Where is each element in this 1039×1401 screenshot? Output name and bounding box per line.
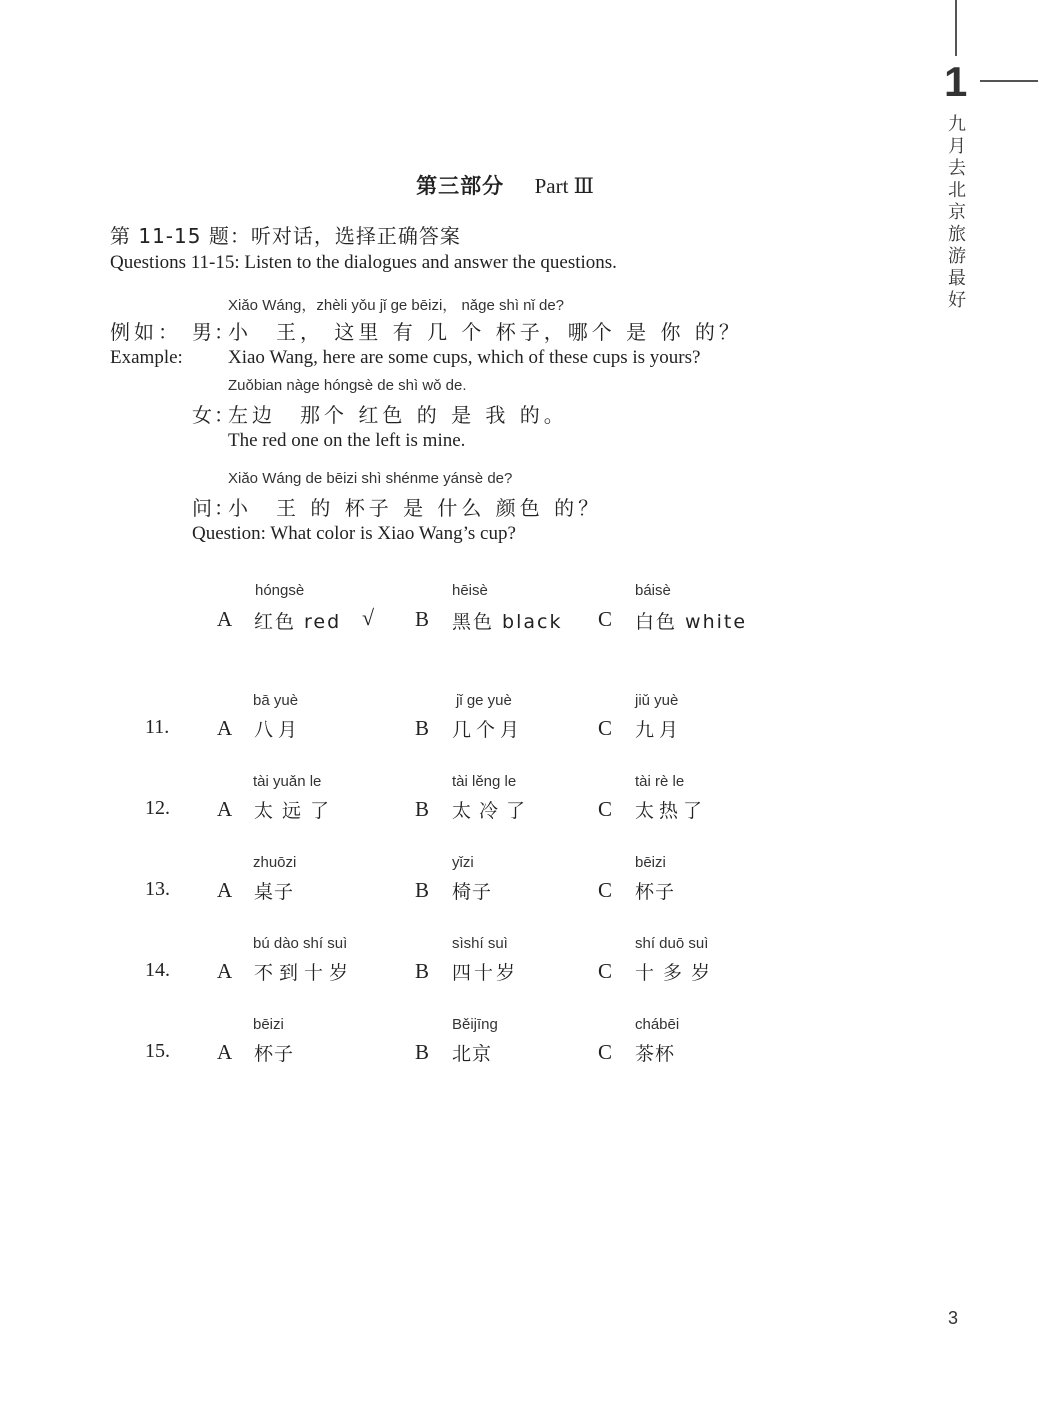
option-c-letter: C: [598, 1040, 613, 1064]
example-option-a-letter: A: [217, 607, 233, 631]
option-b-letter: B: [415, 878, 430, 902]
option-b-letter: B: [415, 1040, 430, 1064]
section-title-zh: 第三部分: [416, 174, 505, 198]
option-c-text: 太热了: [635, 800, 708, 822]
instructions-en: Questions 11-15: Listen to the dialogues and answer the questions.: [110, 252, 617, 273]
option-b-pinyin: yǐzi: [452, 854, 474, 871]
option-a-text: 杯子: [254, 1043, 295, 1065]
option-a-pinyin: tài yuǎn le: [253, 773, 322, 790]
option-a-letter: A: [217, 1040, 233, 1064]
example-label-zh: 例如：: [110, 320, 182, 344]
option-a-pinyin: bēizi: [253, 1016, 284, 1033]
example-option-c-text: 白色 white: [635, 611, 748, 633]
check-mark-icon: √: [362, 605, 375, 630]
option-a-letter: A: [217, 959, 233, 983]
option-c-letter: C: [598, 878, 613, 902]
chapter-title: 九月去北京旅游最好: [948, 114, 966, 311]
option-b-pinyin: jǐ ge yuè: [456, 692, 512, 709]
option-c-pinyin: tài rè le: [635, 773, 685, 790]
question-number: 15.: [145, 1040, 170, 1062]
section-title-en: Part Ⅲ: [534, 174, 594, 198]
option-b-pinyin: sìshí suì: [452, 935, 508, 952]
question-number: 12.: [145, 797, 170, 819]
option-b-pinyin: tài lěng le: [452, 773, 517, 790]
section-title: [0, 170, 1010, 200]
example-option-b-text: 黑色 black: [452, 611, 563, 633]
option-a-text: 八月: [254, 719, 303, 741]
option-a-letter: A: [217, 878, 233, 902]
option-b-text: 四十岁: [452, 962, 519, 984]
example-label-en: Example:: [110, 347, 183, 368]
example-option-c-letter: C: [598, 607, 613, 631]
option-a-letter: A: [217, 716, 233, 740]
option-a-text: 桌子: [254, 881, 295, 903]
example-option-a-text: 红色 red: [254, 611, 342, 633]
question-number: 13.: [145, 878, 170, 900]
chapter-number: 1: [944, 58, 968, 105]
option-a-pinyin: zhuōzi: [253, 854, 297, 871]
option-b-text: 几个月: [452, 719, 525, 741]
example-female-pinyin: Zuǒbian nàge hóngsè de shì wǒ de.: [228, 377, 467, 394]
option-a-text: 太远了: [254, 800, 339, 822]
option-c-pinyin: jiǔ yuè: [635, 692, 679, 709]
option-a-pinyin: bā yuè: [253, 692, 299, 709]
example-question-pinyin: Xiǎo Wáng de bēizi shì shénme yánsè de?: [228, 470, 513, 487]
option-b-text: 太冷了: [452, 800, 534, 822]
example-question-en: Question: What color is Xiao Wang’s cup?: [192, 523, 516, 544]
example-option-b-pinyin: hēisè: [452, 582, 488, 599]
option-a-text: 不到十岁: [254, 962, 355, 984]
example-option-a-pinyin: hóngsè: [255, 582, 305, 599]
option-c-letter: C: [598, 797, 613, 821]
option-c-text: 茶杯: [635, 1043, 676, 1065]
example-male-pinyin: Xiǎo Wáng，zhèli yǒu jǐ ge bēizi， nǎge shì nǐ de?: [228, 297, 565, 314]
option-a-pinyin: bú dào shí suì: [253, 935, 348, 952]
example-female-en: The red one on the left is mine.: [228, 430, 466, 451]
option-b-letter: B: [415, 959, 430, 983]
page-number: 3: [948, 1308, 959, 1328]
option-a-letter: A: [217, 797, 233, 821]
option-c-text: 十多岁: [635, 962, 720, 984]
example-option-b-letter: B: [415, 607, 430, 631]
example-female-speaker: 女：: [192, 403, 236, 427]
option-c-letter: C: [598, 959, 613, 983]
example-male-speaker: 男：: [192, 320, 236, 344]
option-c-text: 杯子: [635, 881, 676, 903]
option-c-letter: C: [598, 716, 613, 740]
option-b-letter: B: [415, 716, 430, 740]
instructions-zh: 第 11-15 题：听对话，选择正确答案: [110, 224, 461, 248]
question-number: 14.: [145, 959, 170, 981]
example-male-en: Xiao Wang, here are some cups, which of these cups is yours?: [228, 347, 701, 368]
example-question-speaker: 问：: [192, 496, 236, 520]
option-b-text: 北京: [452, 1043, 493, 1065]
option-c-text: 九月: [635, 719, 684, 741]
option-c-pinyin: chábēi: [635, 1016, 680, 1033]
example-question-zh: 小 王 的 杯子 是 什么 颜色 的？: [228, 496, 603, 520]
chapter-divider-vertical: [955, 0, 957, 56]
example-option-c-pinyin: báisè: [635, 582, 671, 599]
chapter-divider-horizontal: [980, 80, 1038, 82]
question-number: 11.: [145, 716, 170, 738]
option-b-letter: B: [415, 797, 430, 821]
option-c-pinyin: bēizi: [635, 854, 666, 871]
option-b-text: 椅子: [452, 881, 493, 903]
option-b-pinyin: Běijīng: [452, 1016, 498, 1033]
example-female-zh: 左边 那个 红色 的 是 我 的。: [228, 403, 568, 427]
example-male-zh: 小 王， 这里 有 几 个 杯子，哪个 是 你 的？: [228, 320, 743, 344]
option-c-pinyin: shí duō suì: [635, 935, 709, 952]
